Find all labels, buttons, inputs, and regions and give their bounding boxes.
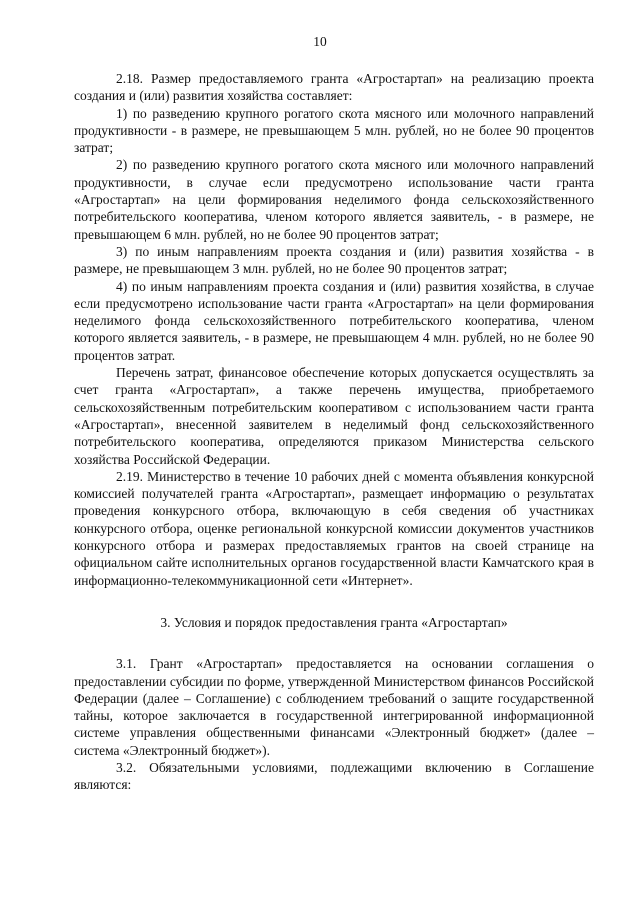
paragraph-3-2: 3.2. Обязательными условиями, подлежащими включению в Соглашение являются:: [74, 759, 594, 793]
paragraph-2-18-item-3: 3) по иным направлениям проекта создания и (или) развития хозяйства - в размере, не превышающем 3 млн. рублей, но не более 90 процентов затрат;: [74, 243, 594, 277]
section-3-heading: 3. Условия и порядок предоставления гранта «Агростартап»: [160, 614, 508, 630]
page-number: 10: [313, 34, 327, 49]
paragraph-2-18-item-4: 4) по иным направлениям проекта создания и (или) развития хозяйства, в случае если предусмотрено использование части гранта «Агростартап» на цели формирования неделимого фонда сельскохозяйственного потребительского кооператива, членом которого является заявитель, - в размере, не превышающем 4 млн. рублей, но не более 90 процентов затрат.: [74, 278, 594, 363]
paragraph-2-19: 2.19. Министерство в течение 10 рабочих дней с момента объявления конкурсной комиссией получателей гранта «Агростартап», размещает информацию о результатах проведения конкурсного отбора, включающую в себя сведения об участниках конкурсного отбора, оценке региональной конкурсной комиссии документов участников конкурсного отбора и размерах предоставляемых грантов на своей странице на официальном сайте исполнительных органов государственной власти Камчатского края в информационно-телекоммуникационной сети «Интернет».: [74, 468, 594, 588]
paragraph-3-1: 3.1. Грант «Агростартап» предоставляется на основании соглашения о предоставлении субсидии по форме, утвержденной Министерством финансов Российской Федерации (далее – Соглашение) с соблюдением требований о защите государственной тайны, которое заключается в государственной интегрированной информационной системе управления общественными финансами «Электронный бюджет» (далее – система «Электронный бюджет»).: [74, 656, 594, 758]
paragraph-2-18-item-2: 2) по разведению крупного рогатого скота мясного или молочного направлений продуктивности, в случае если предусмотрено использование части гранта «Агростартап» на цели формирования неделимого фонда сельскохозяйственного потребительского кооператива, членом которого является заявитель, - в размере, не превышающем 6 млн. рублей, но не более 90 процентов затрат;: [74, 157, 594, 242]
document-body: [74, 70, 594, 794]
paragraph-cost-list: Перечень затрат, финансовое обеспечение которых допускается осуществлять за счет гранта «Агростартап», а также перечень имущества, приобретаемого сельскохозяйственным потребительским кооперативом с использованием части гранта «Агростартап», внесенной заявителем в неделимый фонд сельскохозяйственного потребительского кооператива, определяются приказом Министерства сельского хозяйства Российской Федерации.: [74, 365, 594, 467]
paragraph-2-18: 2.18. Размер предоставляемого гранта «Агростартап» на реализацию проекта создания и (или) развития хозяйства составляет:: [74, 71, 594, 104]
paragraph-2-18-item-1: 1) по разведению крупного рогатого скота мясного или молочного направлений продуктивности - в размере, не превышающем 5 млн. рублей, но не более 90 процентов затрат;: [74, 105, 594, 156]
